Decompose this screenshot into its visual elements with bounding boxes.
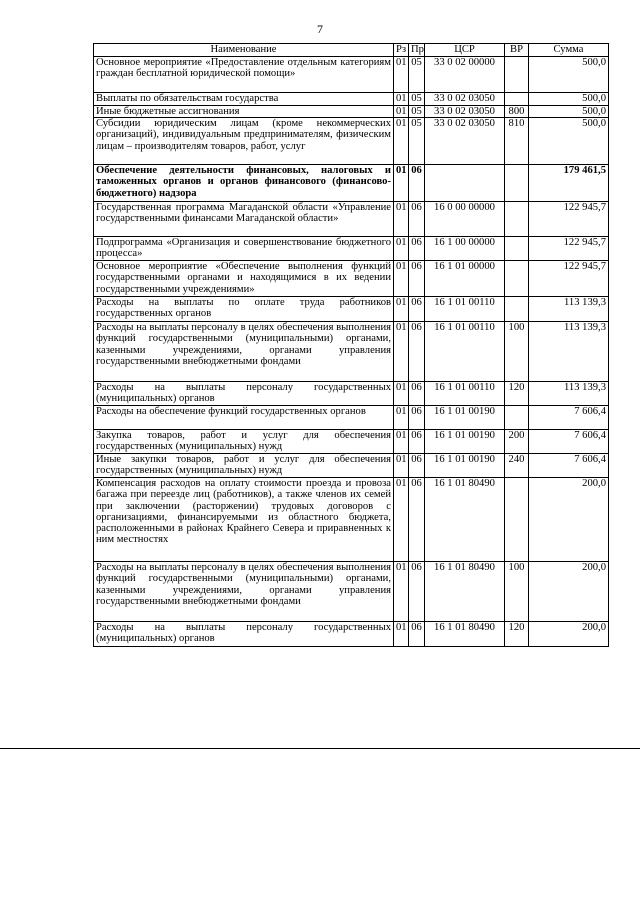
row-rz-cell: 01 [394,430,409,454]
row-name-cell: Расходы на выплаты персоналу в целях обеспечения выполнения функций государственными (муниципальными) органами, казенными учреждениями, органами управления государственными внебюджетными фондами [94,322,394,382]
table-row [94,322,609,382]
row-pr-cell: 05 [409,93,425,106]
row-vr-cell [505,57,529,93]
row-vr-cell [505,261,529,297]
row-rz-cell: 01 [394,454,409,478]
row-pr-cell: 06 [409,406,425,430]
header-csr: ЦСР [425,44,505,57]
row-vr-cell: 120 [505,622,529,647]
row-vr-cell: 100 [505,322,529,382]
table-header-row [94,44,609,57]
row-pr-cell: 06 [409,165,425,202]
row-sum-cell: 500,0 [529,118,609,165]
row-csr-cell: 16 1 01 00110 [425,297,505,322]
row-pr-cell: 06 [409,297,425,322]
row-rz-cell: 01 [394,118,409,165]
row-pr-cell: 05 [409,118,425,165]
row-rz-cell: 01 [394,406,409,430]
row-name-cell: Обеспечение деятельности финансовых, налоговых и таможенных органов и органов финансового (финансово-бюджетного) надзора [94,165,394,202]
row-pr-cell: 06 [409,202,425,237]
row-csr-cell: 16 0 00 00000 [425,202,505,237]
row-vr-cell [505,297,529,322]
row-rz-cell: 01 [394,165,409,202]
table-row [94,118,609,165]
header-vr: ВР [505,44,529,57]
row-pr-cell: 06 [409,454,425,478]
table-row [94,430,609,454]
row-rz-cell: 01 [394,202,409,237]
row-csr-cell: 16 1 01 00190 [425,406,505,430]
row-csr-cell: 16 1 01 80490 [425,478,505,562]
row-csr-cell [425,165,505,202]
row-vr-cell [505,93,529,106]
row-sum-cell: 122 945,7 [529,202,609,237]
row-sum-cell: 122 945,7 [529,261,609,297]
table-row [94,562,609,622]
row-name-cell: Субсидии юридическим лицам (кроме некоммерческих организаций), индивидуальным предпринимателям, физическим лицам – производителям товаров, работ, услуг [94,118,394,165]
row-pr-cell: 06 [409,261,425,297]
row-sum-cell: 113 139,3 [529,322,609,382]
table-row [94,478,609,562]
row-rz-cell: 01 [394,261,409,297]
row-csr-cell: 16 1 01 00190 [425,454,505,478]
row-rz-cell: 01 [394,93,409,106]
row-sum-cell: 7 606,4 [529,430,609,454]
table-row [94,57,609,93]
row-sum-cell: 7 606,4 [529,406,609,430]
row-pr-cell: 05 [409,106,425,118]
row-vr-cell: 800 [505,106,529,118]
row-pr-cell: 06 [409,322,425,382]
row-pr-cell: 06 [409,430,425,454]
row-name-cell: Подпрограмма «Организация и совершенствование бюджетного процесса» [94,237,394,261]
row-csr-cell: 16 1 00 00000 [425,237,505,261]
row-sum-cell: 500,0 [529,57,609,93]
table-row [94,297,609,322]
header-pr: Пр [409,44,425,57]
table-row [94,93,609,106]
row-name-cell: Расходы на выплаты персоналу в целях обеспечения выполнения функций государственными (муниципальными) органами, казенными учреждениями, органами управления государственными внебюджетными фондами [94,562,394,622]
row-pr-cell: 06 [409,622,425,647]
table-row [94,106,609,118]
row-rz-cell: 01 [394,106,409,118]
row-pr-cell: 06 [409,237,425,261]
budget-table [93,43,609,647]
table-row [94,622,609,647]
header-sum: Сумма [529,44,609,57]
row-name-cell: Расходы на выплаты персоналу государственных (муниципальных) органов [94,382,394,406]
row-vr-cell: 120 [505,382,529,406]
row-rz-cell: 01 [394,478,409,562]
table-row [94,165,609,202]
row-pr-cell: 06 [409,382,425,406]
row-pr-cell: 05 [409,57,425,93]
row-rz-cell: 01 [394,57,409,93]
row-vr-cell [505,202,529,237]
row-name-cell: Выплаты по обязательствам государства [94,93,394,106]
table-row [94,202,609,237]
row-csr-cell: 16 1 01 80490 [425,562,505,622]
row-sum-cell: 500,0 [529,93,609,106]
row-sum-cell: 200,0 [529,478,609,562]
row-sum-cell: 122 945,7 [529,237,609,261]
row-csr-cell: 16 1 01 00190 [425,430,505,454]
row-name-cell: Расходы на обеспечение функций государственных органов [94,406,394,430]
row-csr-cell: 16 1 01 80490 [425,622,505,647]
row-rz-cell: 01 [394,622,409,647]
row-name-cell: Основное мероприятие «Предоставление отдельным категориям граждан бесплатной юридической помощи» [94,57,394,93]
row-csr-cell: 33 0 02 03050 [425,118,505,165]
row-vr-cell: 810 [505,118,529,165]
row-name-cell: Расходы на выплаты персоналу государственных (муниципальных) органов [94,622,394,647]
row-name-cell: Иные закупки товаров, работ и услуг для обеспечения государственных (муниципальных) нужд [94,454,394,478]
row-name-cell: Расходы на выплаты по оплате труда работников государственных органов [94,297,394,322]
row-rz-cell: 01 [394,297,409,322]
table-row [94,261,609,297]
row-rz-cell: 01 [394,237,409,261]
page-bottom-divider [0,748,640,749]
row-sum-cell: 500,0 [529,106,609,118]
row-rz-cell: 01 [394,322,409,382]
table-row [94,382,609,406]
row-csr-cell: 33 0 02 03050 [425,93,505,106]
row-vr-cell: 240 [505,454,529,478]
row-name-cell: Компенсация расходов на оплату стоимости проезда и провоза багажа при переезде лиц (работников), а также членов их семей при заключении (расторжении) трудовых договоров с организациями, финансируемыми из областного бюджета, расположенными в районах Крайнего Севера и приравненных к ним местностях [94,478,394,562]
row-csr-cell: 33 0 02 00000 [425,57,505,93]
row-pr-cell: 06 [409,562,425,622]
page-number: 7 [317,22,323,36]
row-rz-cell: 01 [394,562,409,622]
table-row [94,237,609,261]
row-csr-cell: 33 0 02 03050 [425,106,505,118]
row-name-cell: Государственная программа Магаданской области «Управление государственными финансами Магаданской области» [94,202,394,237]
table-row [94,454,609,478]
header-rz: Рз [394,44,409,57]
row-vr-cell: 100 [505,562,529,622]
row-csr-cell: 16 1 01 00110 [425,322,505,382]
row-name-cell: Закупка товаров, работ и услуг для обеспечения государственных (муниципальных) нужд [94,430,394,454]
row-name-cell: Основное мероприятие «Обеспечение выполнения функций государственными органами и находящимися в их ведении государственными учреждениями» [94,261,394,297]
row-name-cell: Иные бюджетные ассигнования [94,106,394,118]
row-vr-cell: 200 [505,430,529,454]
row-sum-cell: 113 139,3 [529,382,609,406]
row-sum-cell: 200,0 [529,562,609,622]
row-pr-cell: 06 [409,478,425,562]
row-sum-cell: 179 461,5 [529,165,609,202]
row-vr-cell [505,478,529,562]
row-csr-cell: 16 1 01 00000 [425,261,505,297]
row-sum-cell: 113 139,3 [529,297,609,322]
row-sum-cell: 200,0 [529,622,609,647]
row-sum-cell: 7 606,4 [529,454,609,478]
row-csr-cell: 16 1 01 00110 [425,382,505,406]
row-rz-cell: 01 [394,382,409,406]
header-name: Наименование [94,44,394,57]
table-row [94,406,609,430]
row-vr-cell [505,165,529,202]
row-vr-cell [505,406,529,430]
row-vr-cell [505,237,529,261]
